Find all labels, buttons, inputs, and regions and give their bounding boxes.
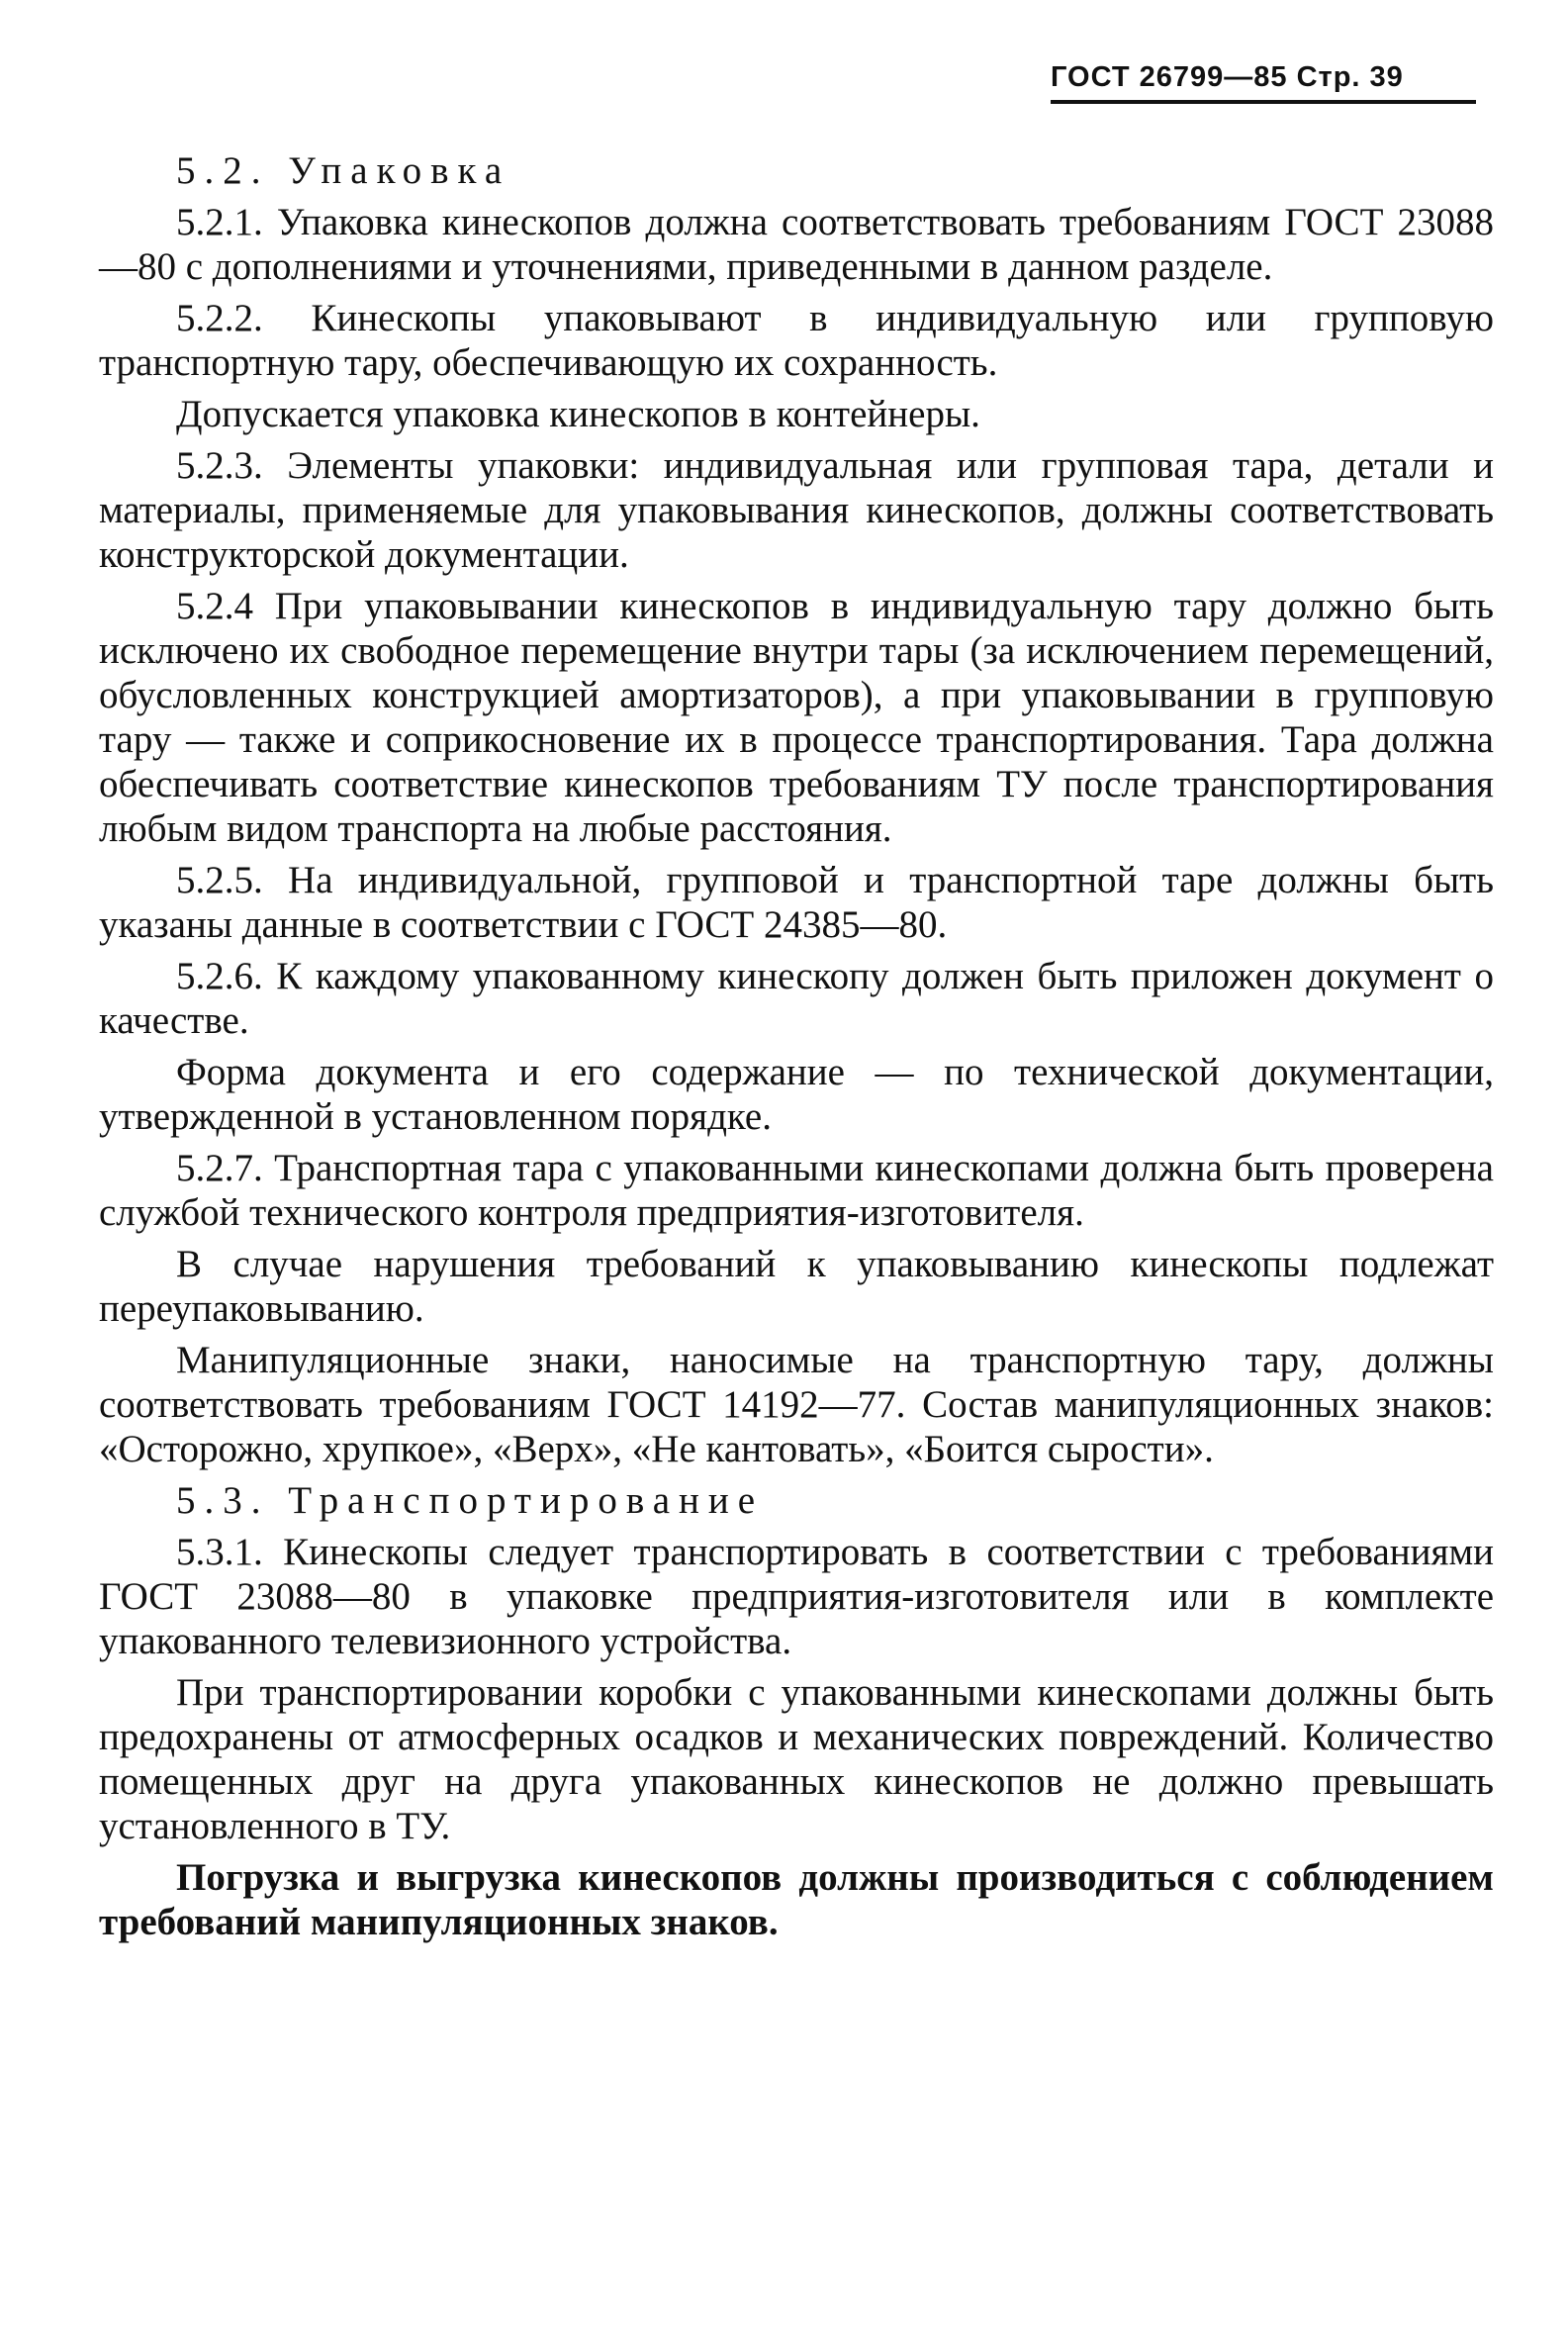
section-heading-packaging: 5.2. Упаковка [176,149,511,192]
section-heading-transportation: 5.3. Транспортирование [176,1479,765,1522]
paragraph-5-2-6: 5.2.6. К каждому упакованному кинескопу должен быть приложен документ о качестве. [99,955,1494,1042]
paragraph-document-form: Форма документа и его содержание — по технической документации, утвержденной в установленном порядке. [99,1051,1494,1138]
paragraph-5-2-2: 5.2.2. Кинескопы упаковывают в индивидуальную или групповую транспортную тару, обеспечивающую их сохранность. [99,297,1494,384]
paragraph-repacking: В случае нарушения требований к упаковыванию кинескопы подлежат переупаковыванию. [99,1243,1494,1330]
paragraph-5-2-1: 5.2.1. Упаковка кинескопов должна соответствовать требованиям ГОСТ 23088—80 с дополнениями и уточнениями, приведенными в данном разделе. [99,201,1494,288]
paragraph-protection: При транспортировании коробки с упакованными кинескопами должны быть предохранены от атмосферных осадков и механических повреждений. Количество помещенных друг на друга упакованных кинескопов не должно превышать установленного в ТУ. [99,1671,1494,1847]
paragraph-5-3-1: 5.3.1. Кинескопы следует транспортировать в соответствии с требованиями ГОСТ 23088—80 в упаковке предприятия-изготовителя или в комплекте упакованного телевизионного устройства. [99,1531,1494,1662]
document-body [99,148,1494,1951]
paragraph-5-2-3: 5.2.3. Элементы упаковки: индивидуальная или групповая тара, детали и материалы, применяемые для упаковывания кинескопов, должны соответствовать конструкторской документации. [99,444,1494,576]
paragraph-5-2-4: 5.2.4 При упаковывании кинескопов в индивидуальную тару должно быть исключено их свободное перемещение внутри тары (за исключением перемещений, обусловленных конструкцией амортизаторов), а при упаковывании в групповую тару — также и соприкосновение их в процессе транспортирования. Тара должна обеспечивать соответствие кинескопов требованиям ТУ после транспортирования любым видом транспорта на любые расстояния. [99,585,1494,850]
paragraph-handling-marks: Манипуляционные знаки, наносимые на транспортную тару, должны соответствовать требованиям ГОСТ 14192—77. Состав манипуляционных знаков: «Осторожно, хрупкое», «Верх», «Не кантовать», «Боится сырости». [99,1339,1494,1470]
paragraph-5-2-5: 5.2.5. На индивидуальной, групповой и транспортной таре должны быть указаны данные в соответствии с ГОСТ 24385—80. [99,859,1494,946]
page-header: ГОСТ 26799—85 Стр. 39 [1051,61,1476,104]
paragraph-5-2-7: 5.2.7. Транспортная тара с упакованными кинескопами должна быть проверена службой технического контроля предприятия-изготовителя. [99,1147,1494,1234]
paragraph-containers: Допускается упаковка кинескопов в контейнеры. [176,393,980,435]
paragraph-loading: Погрузка и выгрузка кинескопов должны производиться с соблюдением требований манипуляционных знаков. [99,1856,1494,1943]
